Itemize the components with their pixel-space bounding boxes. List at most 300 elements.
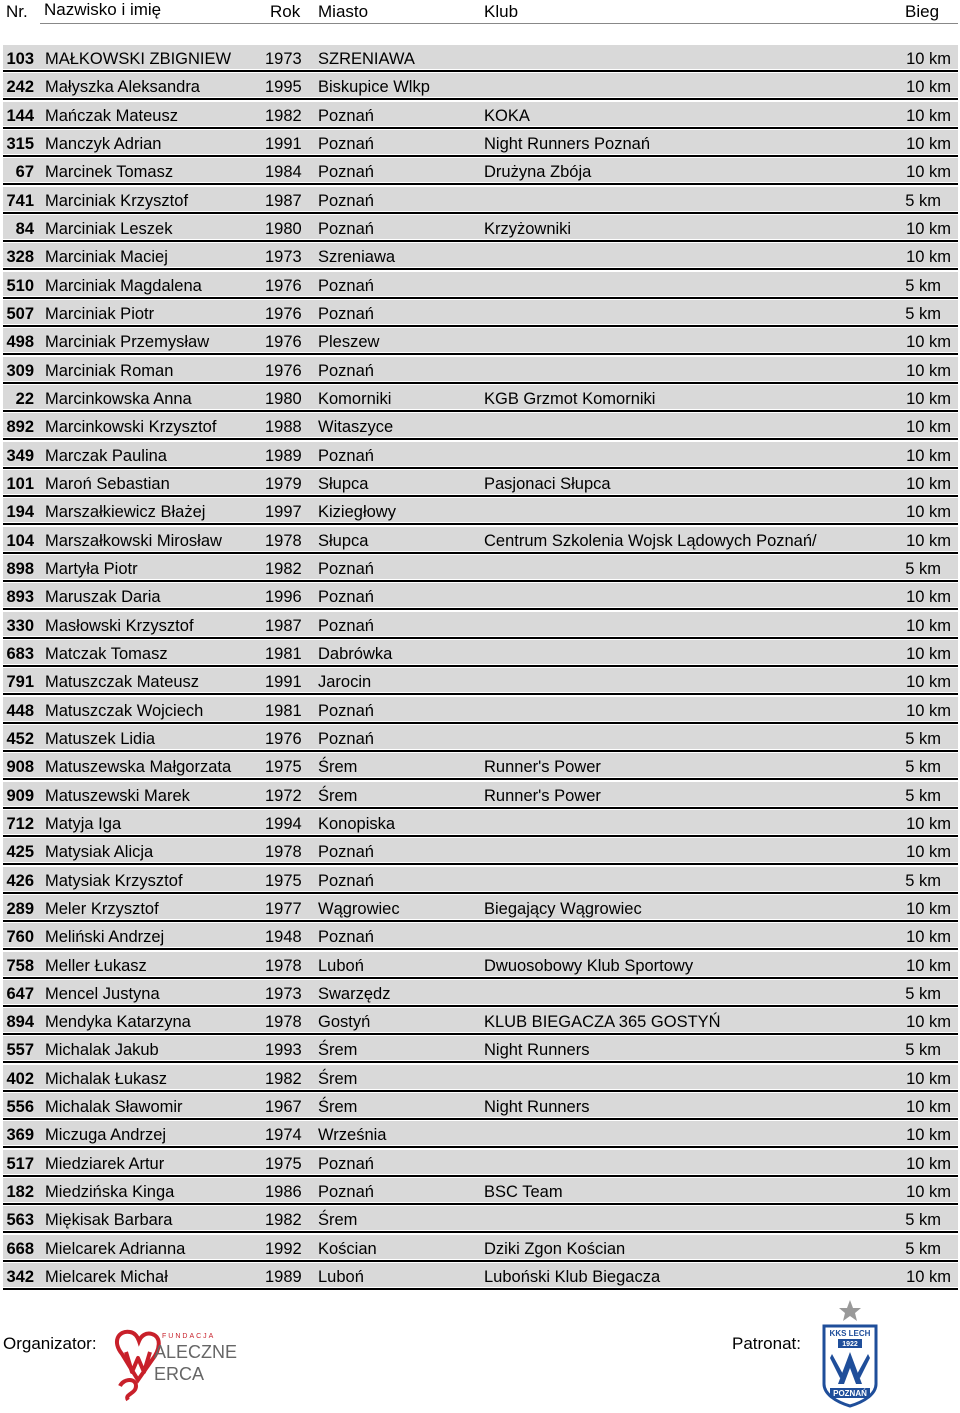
cell-bieg: 10 km bbox=[906, 1268, 951, 1287]
cell-miasto: Kiziegłowy bbox=[318, 503, 396, 522]
patron-logo-bottom: POZNAŃ bbox=[833, 1389, 867, 1398]
cell-rok: 1967 bbox=[265, 1098, 302, 1117]
cell-rok: 1978 bbox=[265, 843, 302, 862]
table-row bbox=[3, 1007, 958, 1035]
cell-bieg: 10 km bbox=[906, 928, 951, 947]
cell-bieg: 10 km bbox=[906, 248, 951, 267]
cell-miasto: Poznań bbox=[318, 928, 374, 947]
cell-miasto: Poznań bbox=[318, 729, 374, 748]
table-row bbox=[3, 781, 958, 809]
cell-name: Manczyk Adrian bbox=[45, 134, 162, 153]
cell-miasto: Jarocin bbox=[318, 673, 372, 692]
cell-name: Mendyka Katarzyna bbox=[45, 1013, 191, 1032]
cell-name: Marcinek Tomasz bbox=[45, 163, 174, 182]
cell-bieg: 10 km bbox=[906, 1126, 951, 1145]
table-row bbox=[3, 412, 958, 440]
cell-name: Marciniak Leszek bbox=[45, 219, 173, 238]
header-nr: Nr. bbox=[6, 2, 28, 21]
cell-nr: 894 bbox=[6, 1013, 34, 1032]
cell-name: Marciniak Krzysztof bbox=[45, 191, 189, 210]
cell-name: Matysiak Krzysztof bbox=[45, 871, 183, 890]
table-row bbox=[3, 1177, 958, 1205]
cell-rok: 1975 bbox=[265, 1154, 302, 1173]
table-row bbox=[3, 1149, 958, 1177]
cell-miasto: Witaszyce bbox=[318, 418, 394, 437]
table-row bbox=[3, 186, 958, 214]
cell-nr: 426 bbox=[6, 871, 34, 890]
cell-name: Marciniak Roman bbox=[45, 361, 174, 380]
cell-bieg: 10 km bbox=[906, 106, 951, 125]
cell-name: Małyszka Aleksandra bbox=[45, 78, 200, 97]
cell-miasto: Śrem bbox=[318, 786, 358, 805]
cell-name: Miczuga Andrzej bbox=[45, 1126, 167, 1145]
cell-name: Michalak Jakub bbox=[45, 1041, 159, 1060]
cell-miasto: Poznań bbox=[318, 588, 374, 607]
cell-rok: 1981 bbox=[265, 701, 302, 720]
cell-nr: 289 bbox=[6, 899, 34, 918]
cell-klub: Biegający Wągrowiec bbox=[484, 899, 642, 918]
cell-miasto: Słupca bbox=[318, 474, 369, 493]
table-row bbox=[3, 327, 958, 355]
table-row bbox=[3, 441, 958, 469]
cell-nr: 507 bbox=[6, 304, 34, 323]
cell-klub: Dwuosobowy Klub Sportowy bbox=[484, 956, 694, 975]
cell-name: Marciniak Przemysław bbox=[45, 333, 210, 352]
cell-nr: 892 bbox=[6, 418, 34, 437]
cell-miasto: SZRENIAWA bbox=[318, 50, 415, 68]
cell-miasto: Wągrowiec bbox=[318, 899, 400, 918]
cell-rok: 1976 bbox=[265, 276, 302, 295]
cell-nr: 758 bbox=[6, 956, 34, 975]
cell-name: Meler Krzysztof bbox=[45, 899, 159, 918]
cell-rok: 1995 bbox=[265, 78, 302, 97]
cell-name: Maroń Sebastian bbox=[45, 474, 170, 493]
cell-nr: 563 bbox=[6, 1211, 34, 1230]
cell-klub: KOKA bbox=[484, 106, 530, 125]
cell-name: Marcinkowska Anna bbox=[45, 389, 192, 408]
table-row bbox=[3, 554, 958, 582]
cell-bieg: 10 km bbox=[906, 701, 951, 720]
row-shade bbox=[3, 555, 958, 579]
cell-nr: 101 bbox=[6, 474, 34, 493]
table-row bbox=[3, 497, 958, 525]
cell-nr: 328 bbox=[6, 248, 34, 267]
cell-miasto: Kościan bbox=[318, 1239, 377, 1258]
cell-nr: 760 bbox=[6, 928, 34, 947]
organizer-label: Organizator: bbox=[3, 1334, 97, 1353]
cell-miasto: Śrem bbox=[318, 1041, 358, 1060]
cell-klub: Dziki Zgon Kościan bbox=[484, 1239, 626, 1258]
heart-logo-icon bbox=[117, 1332, 159, 1380]
cell-name: Marczak Paulina bbox=[45, 446, 167, 465]
table-row bbox=[3, 639, 958, 667]
table-row bbox=[3, 894, 958, 922]
cell-rok: 1987 bbox=[265, 616, 302, 635]
patron-logo bbox=[818, 1298, 882, 1408]
table-row bbox=[3, 469, 958, 497]
cell-nr: 668 bbox=[6, 1239, 34, 1258]
cell-rok: 1978 bbox=[265, 956, 302, 975]
cell-bieg: 5 km bbox=[905, 758, 941, 777]
cell-rok: 1977 bbox=[265, 899, 302, 918]
cell-klub: Luboński Klub Biegacza bbox=[484, 1268, 661, 1287]
cell-rok: 1978 bbox=[265, 531, 302, 550]
cell-nr: 194 bbox=[6, 503, 34, 522]
cell-klub: BSC Team bbox=[484, 1183, 563, 1202]
cell-name: Meller Łukasz bbox=[45, 956, 147, 975]
cell-rok: 1987 bbox=[265, 191, 302, 210]
cell-bieg: 10 km bbox=[906, 1069, 951, 1088]
cell-rok: 1975 bbox=[265, 871, 302, 890]
cell-miasto: Poznań bbox=[318, 616, 374, 635]
table-row bbox=[3, 837, 958, 865]
table-row bbox=[3, 526, 958, 554]
cell-bieg: 10 km bbox=[906, 418, 951, 437]
table-row bbox=[3, 101, 958, 129]
cell-nr: 898 bbox=[6, 559, 34, 578]
cell-rok: 1973 bbox=[265, 984, 302, 1003]
cell-name: MAŁKOWSKI ZBIGNIEW bbox=[45, 50, 232, 68]
cell-rok: 1986 bbox=[265, 1183, 302, 1202]
cell-rok: 1976 bbox=[265, 304, 302, 323]
table-row bbox=[3, 356, 958, 384]
cell-nr: 556 bbox=[6, 1098, 34, 1117]
cell-klub: Runner's Power bbox=[484, 758, 601, 777]
cell-name: Mielcarek Adrianna bbox=[45, 1239, 186, 1258]
cell-rok: 1980 bbox=[265, 389, 302, 408]
cell-name: Miedziarek Artur bbox=[45, 1154, 165, 1173]
organizer-logo-line2: ERCA bbox=[154, 1364, 205, 1384]
cell-miasto: Poznań bbox=[318, 361, 374, 380]
cell-name: Matuszewska Małgorzata bbox=[45, 758, 232, 777]
cell-name: Matuszczak Wojciech bbox=[45, 701, 204, 720]
cell-miasto: Poznań bbox=[318, 1154, 374, 1173]
cell-miasto: Śrem bbox=[318, 758, 358, 777]
table-row bbox=[3, 299, 958, 327]
table-row bbox=[3, 1035, 958, 1063]
table-row bbox=[3, 1205, 958, 1233]
header-rule bbox=[40, 23, 958, 24]
cell-klub: Night Runners bbox=[484, 1041, 590, 1060]
cell-nr: 791 bbox=[6, 673, 34, 692]
cell-bieg: 10 km bbox=[906, 361, 951, 380]
patron-logo-top: KKS LECH bbox=[829, 1329, 871, 1338]
cell-bieg: 5 km bbox=[905, 191, 941, 210]
table-row bbox=[3, 667, 958, 695]
cell-miasto: Swarzędz bbox=[318, 984, 391, 1003]
cell-miasto: Poznań bbox=[318, 134, 374, 153]
table-header bbox=[0, 0, 960, 24]
cell-bieg: 5 km bbox=[905, 871, 941, 890]
cell-rok: 1979 bbox=[265, 474, 302, 493]
cell-miasto: Poznań bbox=[318, 843, 374, 862]
cell-miasto: Śrem bbox=[318, 1211, 358, 1230]
cell-name: Mańczak Mateusz bbox=[45, 106, 178, 125]
cell-nr: 67 bbox=[15, 163, 34, 182]
table-row bbox=[3, 922, 958, 950]
cell-rok: 1993 bbox=[265, 1041, 302, 1060]
cell-bieg: 5 km bbox=[905, 786, 941, 805]
cell-rok: 1973 bbox=[265, 50, 302, 68]
table-row bbox=[3, 951, 958, 979]
cell-nr: 557 bbox=[6, 1041, 34, 1060]
cell-bieg: 5 km bbox=[905, 1239, 941, 1258]
cell-miasto: Komorniki bbox=[318, 389, 392, 408]
cell-bieg: 10 km bbox=[906, 78, 951, 97]
cell-miasto: Poznań bbox=[318, 304, 374, 323]
header-name: Nazwisko i imię bbox=[44, 0, 162, 19]
cell-bieg: 10 km bbox=[906, 644, 951, 663]
cell-bieg: 10 km bbox=[906, 446, 951, 465]
table-row bbox=[3, 1064, 958, 1092]
cell-nr: 402 bbox=[6, 1069, 34, 1088]
cell-name: Matysiak Alicja bbox=[45, 843, 154, 862]
cell-miasto: Poznań bbox=[318, 559, 374, 578]
cell-nr: 647 bbox=[6, 984, 34, 1003]
cell-bieg: 10 km bbox=[906, 843, 951, 862]
cell-nr: 22 bbox=[15, 389, 34, 408]
cell-klub: Drużyna Zbója bbox=[484, 163, 592, 182]
cell-bieg: 5 km bbox=[905, 276, 941, 295]
table-row bbox=[3, 1120, 958, 1148]
cell-miasto: Śrem bbox=[318, 1069, 358, 1088]
cell-rok: 1989 bbox=[265, 446, 302, 465]
cell-name: Meliński Andrzej bbox=[45, 928, 165, 947]
cell-rok: 1994 bbox=[265, 814, 302, 833]
cell-bieg: 10 km bbox=[906, 333, 951, 352]
cell-bieg: 10 km bbox=[906, 1183, 951, 1202]
cell-rok: 1982 bbox=[265, 559, 302, 578]
table-row bbox=[3, 157, 958, 185]
cell-nr: 893 bbox=[6, 588, 34, 607]
cell-nr: 84 bbox=[15, 219, 34, 238]
header-klub: Klub bbox=[484, 2, 519, 21]
cell-nr: 342 bbox=[6, 1268, 34, 1287]
cell-bieg: 5 km bbox=[905, 304, 941, 323]
cell-miasto: Września bbox=[318, 1126, 387, 1145]
cell-miasto: Poznań bbox=[318, 701, 374, 720]
patron-label: Patronat: bbox=[732, 1334, 801, 1353]
header-bieg: Bieg bbox=[905, 2, 940, 21]
cell-nr: 309 bbox=[6, 361, 34, 380]
table-row bbox=[3, 809, 958, 837]
cell-nr: 104 bbox=[6, 531, 34, 550]
cell-name: Matuszewski Marek bbox=[45, 786, 190, 805]
cell-rok: 1988 bbox=[265, 418, 302, 437]
cell-bieg: 10 km bbox=[906, 531, 951, 550]
cell-bieg: 10 km bbox=[906, 50, 951, 68]
cell-name: Matyja Iga bbox=[45, 814, 122, 833]
table-row bbox=[3, 1092, 958, 1120]
cell-nr: 517 bbox=[6, 1154, 34, 1173]
cell-bieg: 5 km bbox=[905, 984, 941, 1003]
cell-nr: 452 bbox=[6, 729, 34, 748]
cell-rok: 1992 bbox=[265, 1239, 302, 1258]
cell-miasto: Poznań bbox=[318, 219, 374, 238]
cell-name: Michalak Sławomir bbox=[45, 1098, 183, 1117]
cell-nr: 425 bbox=[6, 843, 34, 862]
cell-bieg: 10 km bbox=[906, 163, 951, 182]
table-row bbox=[3, 752, 958, 780]
cell-miasto: Gostyń bbox=[318, 1013, 371, 1032]
row-shade bbox=[3, 810, 958, 834]
table-row bbox=[3, 611, 958, 639]
cell-rok: 1978 bbox=[265, 1013, 302, 1032]
cell-rok: 1991 bbox=[265, 673, 302, 692]
cell-bieg: 10 km bbox=[906, 1098, 951, 1117]
results-table bbox=[3, 44, 958, 1290]
cell-rok: 1989 bbox=[265, 1268, 302, 1287]
cell-bieg: 10 km bbox=[906, 134, 951, 153]
cell-miasto: Poznań bbox=[318, 1183, 374, 1202]
cell-bieg: 10 km bbox=[906, 389, 951, 408]
table-row bbox=[3, 214, 958, 242]
cell-klub: KGB Grzmot Komorniki bbox=[484, 389, 656, 408]
cell-rok: 1975 bbox=[265, 758, 302, 777]
table-row bbox=[3, 72, 958, 100]
cell-rok: 1984 bbox=[265, 163, 302, 182]
cell-nr: 369 bbox=[6, 1126, 34, 1145]
table-row bbox=[3, 44, 958, 72]
cell-bieg: 10 km bbox=[906, 814, 951, 833]
cell-name: Marcinkowski Krzysztof bbox=[45, 418, 217, 437]
star-icon bbox=[839, 1300, 861, 1321]
cell-bieg: 10 km bbox=[906, 588, 951, 607]
cell-miasto: Szreniawa bbox=[318, 248, 396, 267]
cell-nr: 182 bbox=[6, 1183, 34, 1202]
cell-name: Matuszek Lidia bbox=[45, 729, 156, 748]
table-row bbox=[3, 582, 958, 610]
table-row bbox=[3, 866, 958, 894]
cell-name: Matuszczak Mateusz bbox=[45, 673, 200, 692]
cell-klub: Night Runners Poznań bbox=[484, 134, 651, 153]
cell-name: Mielcarek Michał bbox=[45, 1268, 168, 1287]
cell-bieg: 10 km bbox=[906, 219, 951, 238]
cell-rok: 1996 bbox=[265, 588, 302, 607]
cell-bieg: 5 km bbox=[905, 729, 941, 748]
cell-miasto: Śrem bbox=[318, 1098, 358, 1117]
cell-nr: 448 bbox=[6, 701, 34, 720]
cell-miasto: Poznań bbox=[318, 106, 374, 125]
cell-bieg: 10 km bbox=[906, 956, 951, 975]
cell-rok: 1980 bbox=[265, 219, 302, 238]
table-row bbox=[3, 1234, 958, 1262]
cell-name: Marciniak Magdalena bbox=[45, 276, 202, 295]
cell-nr: 908 bbox=[6, 758, 34, 777]
cell-name: Martyła Piotr bbox=[45, 559, 138, 578]
cell-rok: 1948 bbox=[265, 928, 302, 947]
organizer-logo bbox=[108, 1328, 238, 1400]
cell-bieg: 10 km bbox=[906, 1013, 951, 1032]
cell-bieg: 5 km bbox=[905, 559, 941, 578]
organizer-logo-line1: ALECZNE bbox=[154, 1342, 238, 1362]
cell-nr: 712 bbox=[6, 814, 34, 833]
cell-bieg: 10 km bbox=[906, 474, 951, 493]
cell-klub: Runner's Power bbox=[484, 786, 601, 805]
cell-bieg: 10 km bbox=[906, 899, 951, 918]
cell-bieg: 10 km bbox=[906, 673, 951, 692]
cell-name: Miedzińska Kinga bbox=[45, 1183, 175, 1202]
row-rule bbox=[3, 1288, 958, 1290]
cell-name: Miękisak Barbara bbox=[45, 1211, 173, 1230]
header-rok: Rok bbox=[270, 2, 301, 21]
cell-miasto: Luboń bbox=[318, 956, 364, 975]
cell-name: Masłowski Krzysztof bbox=[45, 616, 194, 635]
cell-rok: 1982 bbox=[265, 1069, 302, 1088]
cell-nr: 510 bbox=[6, 276, 34, 295]
patron-logo-year: 1922 bbox=[842, 1341, 858, 1348]
cell-name: Mencel Justyna bbox=[45, 984, 160, 1003]
cell-miasto: Dabrówka bbox=[318, 644, 393, 663]
cell-rok: 1973 bbox=[265, 248, 302, 267]
cell-nr: 349 bbox=[6, 446, 34, 465]
cell-nr: 330 bbox=[6, 616, 34, 635]
cell-name: Marszałkiewicz Błażej bbox=[45, 503, 206, 522]
cell-nr: 242 bbox=[6, 78, 34, 97]
table-row bbox=[3, 384, 958, 412]
table-row bbox=[3, 696, 958, 724]
cell-miasto: Słupca bbox=[318, 531, 369, 550]
table-row bbox=[3, 242, 958, 270]
cell-rok: 1974 bbox=[265, 1126, 302, 1145]
cell-miasto: Poznań bbox=[318, 163, 374, 182]
cell-bieg: 10 km bbox=[906, 503, 951, 522]
cell-nr: 103 bbox=[6, 50, 34, 68]
cell-nr: 315 bbox=[6, 134, 34, 153]
cell-bieg: 10 km bbox=[906, 616, 951, 635]
cell-name: Maruszak Daria bbox=[45, 588, 161, 607]
cell-rok: 1981 bbox=[265, 644, 302, 663]
cell-name: Marciniak Maciej bbox=[45, 248, 168, 267]
cell-nr: 498 bbox=[6, 333, 34, 352]
table-row bbox=[3, 979, 958, 1007]
cell-rok: 1976 bbox=[265, 333, 302, 352]
cell-miasto: Konopiska bbox=[318, 814, 396, 833]
cell-nr: 741 bbox=[6, 191, 34, 210]
cell-miasto: Luboń bbox=[318, 1268, 364, 1287]
organizer-logo-top: FUNDACJA bbox=[162, 1333, 216, 1340]
cell-miasto: Poznań bbox=[318, 191, 374, 210]
table-row bbox=[3, 724, 958, 752]
cell-bieg: 5 km bbox=[905, 1041, 941, 1060]
cell-rok: 1976 bbox=[265, 729, 302, 748]
cell-bieg: 10 km bbox=[906, 1154, 951, 1173]
cell-nr: 909 bbox=[6, 786, 34, 805]
cell-klub: Centrum Szkolenia Wojsk Lądowych Poznań/ bbox=[484, 531, 817, 550]
cell-rok: 1976 bbox=[265, 361, 302, 380]
cell-miasto: Poznań bbox=[318, 276, 374, 295]
cell-rok: 1982 bbox=[265, 106, 302, 125]
cell-klub: Night Runners bbox=[484, 1098, 590, 1117]
cell-name: Michalak Łukasz bbox=[45, 1069, 167, 1088]
cell-rok: 1982 bbox=[265, 1211, 302, 1230]
cell-bieg: 5 km bbox=[905, 1211, 941, 1230]
cell-name: Marszałkowski Mirosław bbox=[45, 531, 222, 550]
cell-rok: 1997 bbox=[265, 503, 302, 522]
cell-miasto: Pleszew bbox=[318, 333, 380, 352]
cell-name: Matczak Tomasz bbox=[45, 644, 168, 663]
cell-rok: 1972 bbox=[265, 786, 302, 805]
cell-klub: Pasjonaci Słupca bbox=[484, 474, 611, 493]
cell-rok: 1991 bbox=[265, 134, 302, 153]
cell-klub: Krzyżowniki bbox=[484, 219, 572, 238]
cell-klub: KLUB BIEGACZA 365 GOSTYŃ bbox=[484, 1013, 721, 1032]
cell-miasto: Poznań bbox=[318, 446, 374, 465]
table-row bbox=[3, 1262, 958, 1290]
cell-miasto: Biskupice Wlkp bbox=[318, 78, 430, 97]
cell-name: Marciniak Piotr bbox=[45, 304, 155, 323]
header-miasto: Miasto bbox=[318, 2, 369, 21]
